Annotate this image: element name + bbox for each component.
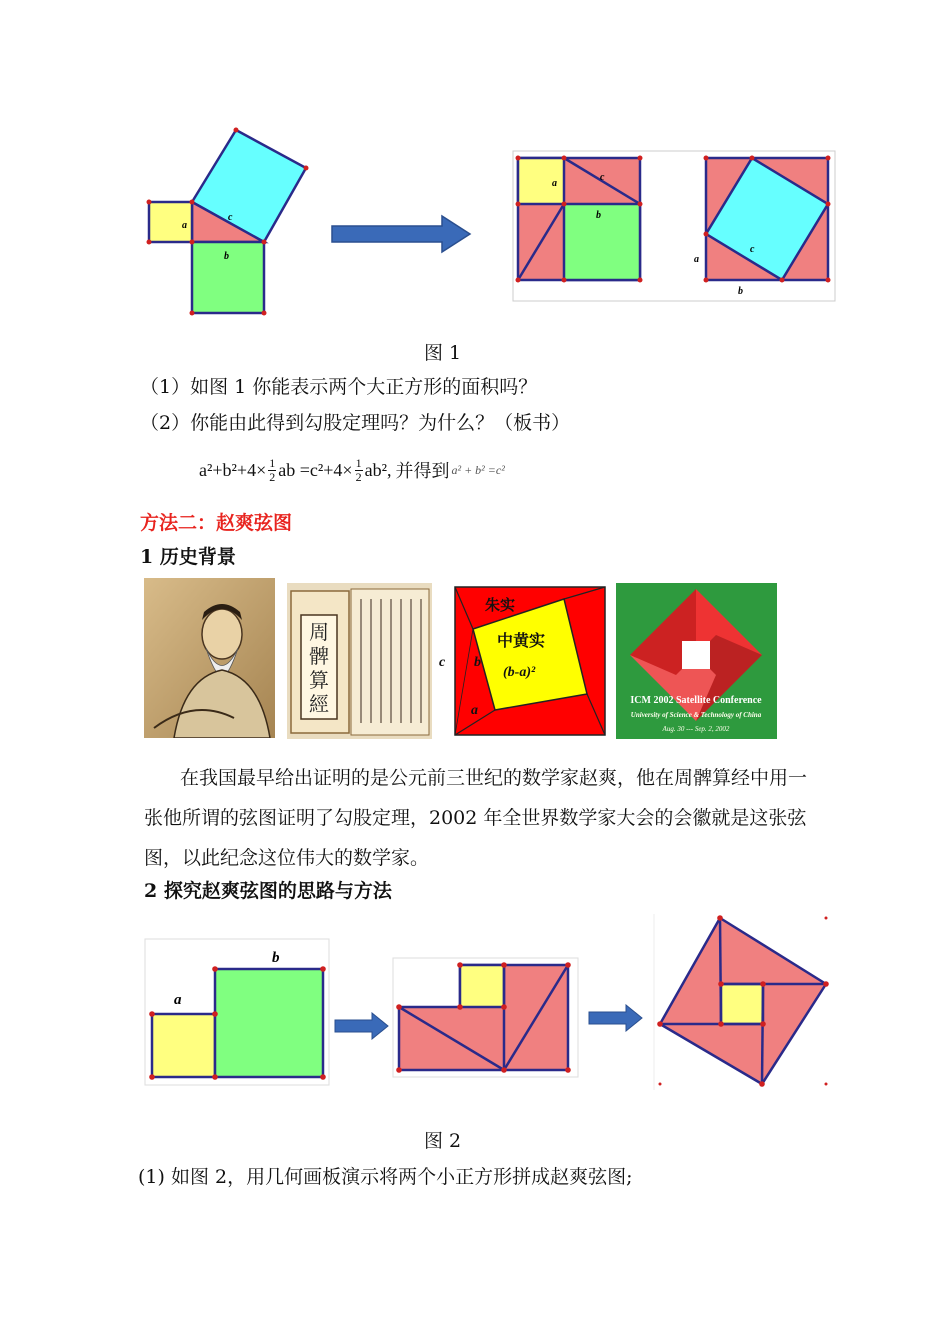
question-2: （2）你能由此得到勾股定理吗？为什么？（板书） bbox=[140, 412, 571, 434]
formula-line bbox=[199, 450, 505, 490]
book-char: 周 bbox=[309, 622, 329, 644]
figure1-caption: 图 1 bbox=[424, 342, 462, 364]
formula-part2: ab =c²+4× bbox=[278, 459, 353, 480]
section2-title: 2 探究赵爽弦图的思路与方法 bbox=[144, 880, 392, 902]
xian-formula: (b-a)² bbox=[503, 665, 536, 680]
book-char: 經 bbox=[309, 694, 329, 716]
book-char: 算 bbox=[309, 670, 329, 692]
xian-center-label: 中黄实 bbox=[497, 633, 546, 650]
figure2-step2 bbox=[392, 957, 579, 1078]
label-a: a bbox=[694, 254, 699, 265]
figure1-left-diagram bbox=[140, 122, 320, 322]
label-c: c bbox=[750, 244, 755, 255]
label-a: a bbox=[182, 220, 187, 231]
figure2-caption: 图 2 bbox=[424, 1130, 462, 1152]
zhoubi-book-image bbox=[287, 583, 432, 739]
fraction: $\frac{1}{2}$ bbox=[355, 455, 362, 484]
history-paragraph: 在我国最早给出证明的是公元前三世纪的数学家赵爽，他在周髀算经中用一张他所谓的弦图证明了勾股定理，2002 年全世界数学家大会的会徽就是这张弦图，以此纪念这位伟大的数学家。 bbox=[144, 767, 808, 869]
icm2002-logo-image bbox=[616, 583, 777, 739]
icm-line3: Aug. 30 --- Sep. 2, 2002 bbox=[662, 725, 730, 733]
label-b: b bbox=[738, 286, 743, 297]
figure2-step3-xian bbox=[652, 912, 834, 1092]
book-char: 髀 bbox=[309, 646, 329, 668]
right-arrow bbox=[588, 1004, 644, 1032]
label-c: c bbox=[600, 172, 605, 183]
xian-diagram-image bbox=[437, 584, 609, 738]
icm-line1: ICM 2002 Satellite Conference bbox=[630, 695, 762, 706]
xian-top-label: 朱实 bbox=[485, 598, 516, 614]
question-1: （1）如图 1 你能表示两个大正方形的面积吗？ bbox=[140, 376, 538, 398]
xian-b-label: b bbox=[474, 655, 481, 670]
formula-part3: ab², bbox=[364, 459, 392, 480]
label-b: b bbox=[224, 251, 229, 262]
formula-part1: a²+b²+4× bbox=[199, 459, 267, 480]
method2-title: 方法二：赵爽弦图 bbox=[140, 512, 293, 534]
icm-line2: University of Science & Technology of China bbox=[630, 711, 762, 719]
section1-title: 1 历史背景 bbox=[140, 546, 236, 568]
figure2-step1 bbox=[144, 938, 330, 1086]
right-arrow bbox=[334, 1012, 390, 1040]
label-a: a bbox=[174, 992, 182, 1008]
figure1-right-diagram bbox=[512, 150, 836, 302]
label-c: c bbox=[228, 212, 233, 223]
portrait-image bbox=[144, 578, 275, 738]
question-figure2: (1) 如图 2，用几何画板演示将两个小正方形拼成赵爽弦图; bbox=[138, 1166, 633, 1188]
xian-a-label: a bbox=[471, 703, 478, 718]
label-b: b bbox=[596, 210, 601, 221]
formula-part4: 并得到 bbox=[395, 461, 450, 481]
label-a: a bbox=[552, 178, 557, 189]
fraction: $\frac{1}{2}$ bbox=[269, 455, 276, 484]
label-b: b bbox=[272, 950, 280, 966]
xian-c-label: c bbox=[439, 655, 446, 670]
right-arrow bbox=[330, 214, 474, 254]
formula-result: a² + b² =c² bbox=[451, 462, 505, 477]
